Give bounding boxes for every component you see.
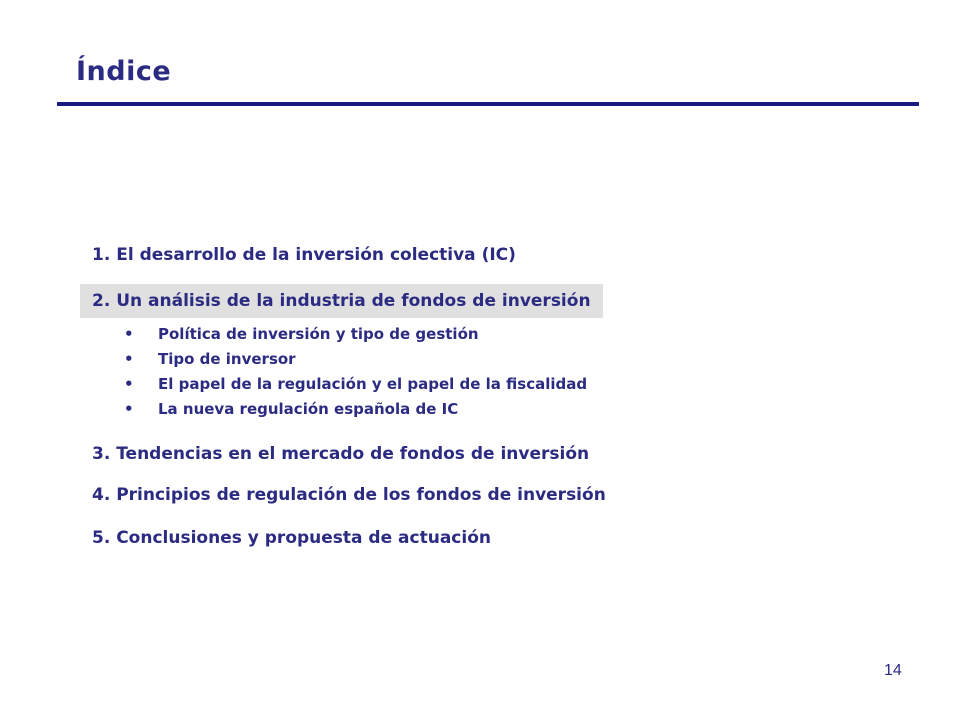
bullet-icon: • bbox=[124, 325, 134, 343]
subitem bbox=[124, 347, 587, 372]
page-number: 14 bbox=[884, 662, 902, 679]
toc-item-5: 5. Conclusiones y propuesta de actuación bbox=[92, 528, 491, 548]
subitem bbox=[124, 372, 587, 397]
bullet-icon: • bbox=[124, 350, 134, 368]
toc-item-2-highlighted: 2. Un análisis de la industria de fondos de inversión bbox=[80, 284, 603, 318]
toc-item-2-subitems bbox=[124, 322, 587, 422]
title-underline bbox=[57, 102, 919, 106]
subitem-label: Política de inversión y tipo de gestión bbox=[158, 325, 479, 343]
toc-item-1: 1. El desarrollo de la inversión colectiva (IC) bbox=[92, 245, 516, 265]
slide-title: Índice bbox=[76, 56, 172, 87]
subitem bbox=[124, 322, 587, 347]
subitem bbox=[124, 397, 587, 422]
bullet-icon: • bbox=[124, 400, 134, 418]
toc-item-4: 4. Principios de regulación de los fondos de inversión bbox=[92, 485, 606, 505]
toc-item-3: 3. Tendencias en el mercado de fondos de inversión bbox=[92, 444, 590, 464]
subitem-label: Tipo de inversor bbox=[158, 350, 296, 368]
subitem-label: La nueva regulación española de IC bbox=[158, 400, 459, 418]
subitem-label: El papel de la regulación y el papel de la fiscalidad bbox=[158, 375, 588, 393]
bullet-icon: • bbox=[124, 375, 134, 393]
